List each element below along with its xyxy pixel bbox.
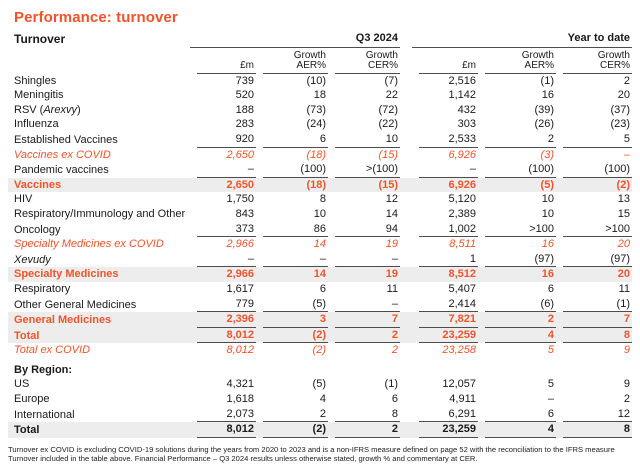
group-gap: [400, 117, 412, 132]
cell-value: 2,650: [226, 148, 254, 161]
cell-value: 2,414: [412, 297, 478, 313]
row-label: Vaccines: [8, 178, 190, 193]
cell-value: 19: [328, 267, 400, 282]
group-gap: [400, 162, 412, 178]
cell-value: 2,650: [190, 178, 256, 193]
cell-value: (100): [256, 162, 328, 178]
cell-value: (10): [306, 74, 326, 87]
row-label: Oncology: [14, 223, 61, 236]
row-label: Xevudy: [14, 253, 51, 266]
cell-value: 373: [190, 222, 256, 238]
group-gap: [400, 103, 412, 118]
column-header: Growth AER%: [256, 47, 328, 74]
cell-value: [478, 358, 556, 378]
table-title: Turnover: [14, 31, 66, 46]
cell-value: 6: [391, 393, 398, 406]
table-row: [8, 222, 632, 238]
cell-value: 2: [478, 132, 556, 148]
group-header-ytd: Year to date: [412, 31, 632, 47]
group-header-q3: Q3 2024: [190, 31, 400, 47]
cell-value: 1,750: [226, 193, 254, 206]
cell-value: 2,396: [190, 312, 256, 328]
cell-value: 5: [547, 378, 554, 391]
cell-value: 6: [319, 282, 326, 295]
cell-value: 10: [328, 132, 400, 148]
cell-value: 4: [478, 422, 556, 438]
cell-value: 11: [618, 282, 630, 295]
column-header: £m: [412, 47, 478, 74]
cell-value: 16: [541, 238, 554, 251]
cell-value: 12: [385, 193, 398, 206]
cell-value: [412, 358, 478, 378]
group-gap: [400, 237, 412, 252]
cell-value: 739: [235, 74, 254, 87]
cell-value: (2): [256, 422, 328, 438]
cell-value: 22: [385, 89, 398, 102]
group-gap: [400, 132, 412, 148]
cell-value: 432: [457, 103, 476, 116]
cell-value: 3: [256, 312, 328, 328]
cell-value: 2,533: [412, 132, 478, 148]
table-row: [8, 74, 632, 89]
group-gap: [400, 267, 412, 282]
row-label: Respiratory: [14, 282, 71, 295]
cell-value: 2,389: [448, 207, 476, 220]
cell-value: 7: [556, 312, 632, 328]
cell-value: (2): [556, 178, 632, 193]
row-label: Shingles: [14, 74, 57, 87]
cell-value: 2: [328, 422, 400, 438]
cell-value: 8,012: [190, 328, 256, 344]
cell-value: 779: [190, 297, 256, 313]
table-row: [8, 377, 632, 392]
cell-value: 4: [478, 328, 556, 344]
table-row: [8, 103, 632, 118]
cell-value: [328, 358, 400, 378]
cell-value: 14: [385, 207, 398, 220]
cell-value: 14: [313, 238, 326, 251]
row-label: Total ex COVID: [14, 344, 91, 357]
cell-value: 8: [556, 422, 632, 438]
cell-value: 520: [235, 89, 254, 102]
table-row: [8, 312, 632, 328]
row-label: US: [14, 378, 30, 391]
cell-value: 15: [617, 207, 630, 220]
cell-value: (15): [328, 178, 400, 193]
cell-value: 8: [556, 328, 632, 344]
cell-value: (2): [256, 328, 328, 344]
group-gap: [400, 377, 412, 392]
group-gap: [400, 392, 412, 407]
cell-value: 5: [547, 344, 554, 357]
cell-value: 2: [328, 328, 400, 344]
cell-value: 8,012: [226, 344, 254, 357]
table-row: [8, 328, 632, 344]
cell-value: 6: [547, 282, 554, 295]
column-header: Growth CER%: [556, 47, 632, 74]
group-gap: [400, 148, 412, 163]
cell-value: 23,259: [412, 328, 478, 344]
cell-value: 9: [623, 344, 630, 357]
cell-value: (5): [256, 297, 328, 313]
cell-value: 1,002: [412, 222, 478, 238]
table-row: [8, 162, 632, 178]
row-label: General Medicines: [8, 312, 190, 328]
table-row: [8, 88, 632, 103]
cell-value: 2,966: [226, 238, 254, 251]
cell-value: 2,966: [190, 267, 256, 282]
cell-value: 283: [235, 118, 254, 131]
row-label: HIV: [14, 193, 33, 206]
cell-value: 2: [256, 407, 328, 423]
group-gap: [400, 207, 412, 222]
column-header-blank: [8, 47, 190, 74]
cell-value: (5): [312, 378, 326, 391]
cell-value: 8: [319, 193, 326, 206]
cell-value: [556, 358, 632, 378]
cell-value: (100): [556, 162, 632, 178]
column-header: Growth CER%: [328, 47, 400, 74]
row-label: Influenza: [14, 118, 59, 131]
table-row: [8, 282, 632, 297]
column-header-row: [8, 47, 632, 74]
cell-value: 188: [235, 103, 254, 116]
cell-value: 6,926: [412, 178, 478, 193]
row-label: Total: [8, 328, 190, 344]
cell-value: 1,618: [226, 393, 254, 406]
cell-value: 4,321: [226, 378, 254, 391]
cell-value: >(100): [328, 162, 400, 178]
cell-value: [190, 358, 256, 378]
cell-value: 20: [556, 267, 632, 282]
table-row: [8, 267, 632, 282]
cell-value: 7,821: [412, 312, 478, 328]
cell-value: 20: [617, 238, 630, 251]
cell-value: 94: [328, 222, 400, 238]
cell-value: (22): [378, 118, 398, 131]
cell-value: (2): [312, 344, 326, 357]
cell-value: (15): [378, 148, 398, 161]
turnover-table: [8, 31, 632, 438]
cell-value: –: [328, 297, 400, 313]
cell-value: 1: [412, 252, 478, 268]
row-label: RSV (Arexvy): [14, 103, 81, 116]
cell-value: 7: [328, 312, 400, 328]
table-row: [8, 422, 632, 438]
cell-value: 10: [313, 207, 326, 220]
cell-value: 10: [541, 207, 554, 220]
cell-value: –: [547, 393, 554, 406]
row-label: Respiratory/Immunology and Other: [14, 207, 186, 220]
group-gap: [400, 88, 412, 103]
cell-value: (23): [610, 118, 630, 131]
table-row: [8, 297, 632, 313]
cell-value: 2,073: [190, 407, 256, 423]
cell-value: 5: [556, 132, 632, 148]
row-label: Vaccines ex COVID: [14, 148, 111, 161]
cell-value: 12: [556, 407, 632, 423]
row-label: Established Vaccines: [14, 133, 118, 146]
cell-value: 2: [623, 393, 630, 406]
cell-value: –: [190, 162, 256, 178]
cell-value: (1): [384, 378, 398, 391]
cell-value: 10: [541, 193, 554, 206]
row-label: Specialty Medicines ex COVID: [14, 238, 164, 251]
group-gap: [400, 31, 412, 47]
page-title: Performance: turnover: [14, 9, 178, 26]
cell-value: 8,512: [412, 267, 478, 282]
table-row: [8, 132, 632, 148]
group-header-row: [8, 31, 632, 47]
cell-value: >100: [556, 222, 632, 238]
cell-value: 16: [541, 89, 554, 102]
table-row: [8, 237, 632, 252]
group-gap: [400, 358, 412, 378]
cell-value: >100: [478, 222, 556, 238]
group-gap: [400, 74, 412, 89]
group-gap: [400, 422, 412, 438]
column-header: Growth AER%: [478, 47, 556, 74]
row-label: Meningitis: [14, 89, 64, 102]
group-gap: [400, 312, 412, 328]
cell-value: (18): [256, 178, 328, 193]
cell-value: 23,259: [412, 422, 478, 438]
cell-value: (72): [378, 103, 398, 116]
cell-value: 19: [385, 238, 398, 251]
row-label: Other General Medicines: [14, 298, 137, 311]
cell-value: 2: [623, 74, 630, 87]
table-row: [8, 392, 632, 407]
row-label: By Region:: [14, 363, 73, 376]
cell-value: 14: [256, 267, 328, 282]
group-gap: [400, 222, 412, 238]
cell-value: 86: [256, 222, 328, 238]
cell-value: 23,258: [442, 344, 476, 357]
cell-value: (37): [610, 103, 630, 116]
cell-value: 8,012: [190, 422, 256, 438]
row-label: Specialty Medicines: [8, 267, 190, 282]
cell-value: 20: [617, 89, 630, 102]
column-header: £m: [190, 47, 256, 74]
cell-value: –: [623, 148, 630, 161]
row-label: Pandemic vaccines: [14, 164, 109, 177]
row-label: Total: [8, 422, 190, 438]
group-gap: [400, 178, 412, 193]
group-gap: [400, 47, 412, 74]
footnote: Turnover ex COVID is excluding COVID-19 solutions during the years from 2020 to 2023 and is a non-IFRS measure defined on page 52 with the reconciliation to the IFRS measure Turnover included in the table above. Financial Performance – Q3 2024 results unless otherwise stated, growth % and commentary at CER.: [8, 444, 615, 464]
cell-value: 5,407: [448, 282, 476, 295]
cell-value: 2: [391, 344, 398, 357]
cell-value: 4: [319, 393, 326, 406]
table-row: [8, 358, 632, 378]
row-label: Europe: [14, 393, 50, 406]
cell-value: [256, 358, 328, 378]
table-row: [8, 252, 632, 268]
cell-value: 2,516: [448, 74, 476, 87]
cell-value: 13: [617, 193, 630, 206]
cell-value: (39): [534, 103, 554, 116]
table-row: [8, 192, 632, 207]
cell-value: (73): [306, 103, 326, 116]
cell-value: (24): [306, 118, 326, 131]
cell-value: (5): [478, 178, 556, 193]
group-gap: [400, 192, 412, 207]
cell-value: (97): [478, 252, 556, 268]
table-row: [8, 407, 632, 423]
group-gap: [400, 297, 412, 313]
cell-value: –: [412, 162, 478, 178]
cell-value: 8,511: [449, 238, 476, 251]
cell-value: (97): [556, 252, 632, 268]
cell-value: (26): [534, 118, 554, 131]
cell-value: (100): [478, 162, 556, 178]
cell-value: 4,911: [449, 393, 476, 406]
cell-value: 16: [478, 267, 556, 282]
cell-value: 6,291: [412, 407, 478, 423]
table-row: [8, 207, 632, 222]
cell-value: 11: [386, 282, 398, 295]
group-gap: [400, 407, 412, 423]
table-row: [8, 117, 632, 132]
cell-value: (18): [306, 148, 326, 161]
group-gap: [400, 282, 412, 297]
cell-value: 303: [457, 118, 476, 131]
cell-value: 920: [190, 132, 256, 148]
cell-value: (3): [540, 148, 554, 161]
cell-value: 18: [313, 89, 326, 102]
cell-value: (6): [478, 297, 556, 313]
cell-value: 843: [235, 207, 254, 220]
cell-value: (7): [384, 74, 398, 87]
row-label: International: [14, 408, 75, 421]
group-gap: [400, 252, 412, 268]
cell-value: 8: [328, 407, 400, 423]
cell-value: 9: [623, 378, 630, 391]
cell-value: 1,142: [448, 89, 476, 102]
cell-value: –: [190, 252, 256, 268]
table-row: [8, 148, 632, 163]
group-gap: [400, 328, 412, 344]
cell-value: 12,057: [442, 378, 476, 391]
cell-value: 1,617: [226, 282, 254, 295]
cell-value: (1): [540, 74, 554, 87]
table-row: [8, 343, 632, 358]
cell-value: –: [256, 252, 328, 268]
group-gap: [400, 343, 412, 358]
cell-value: –: [328, 252, 400, 268]
table-row: [8, 178, 632, 193]
cell-value: 5,120: [448, 193, 476, 206]
cell-value: (1): [556, 297, 632, 313]
cell-value: 6,926: [448, 148, 476, 161]
cell-value: 6: [256, 132, 328, 148]
cell-value: 2: [478, 312, 556, 328]
cell-value: 6: [478, 407, 556, 423]
